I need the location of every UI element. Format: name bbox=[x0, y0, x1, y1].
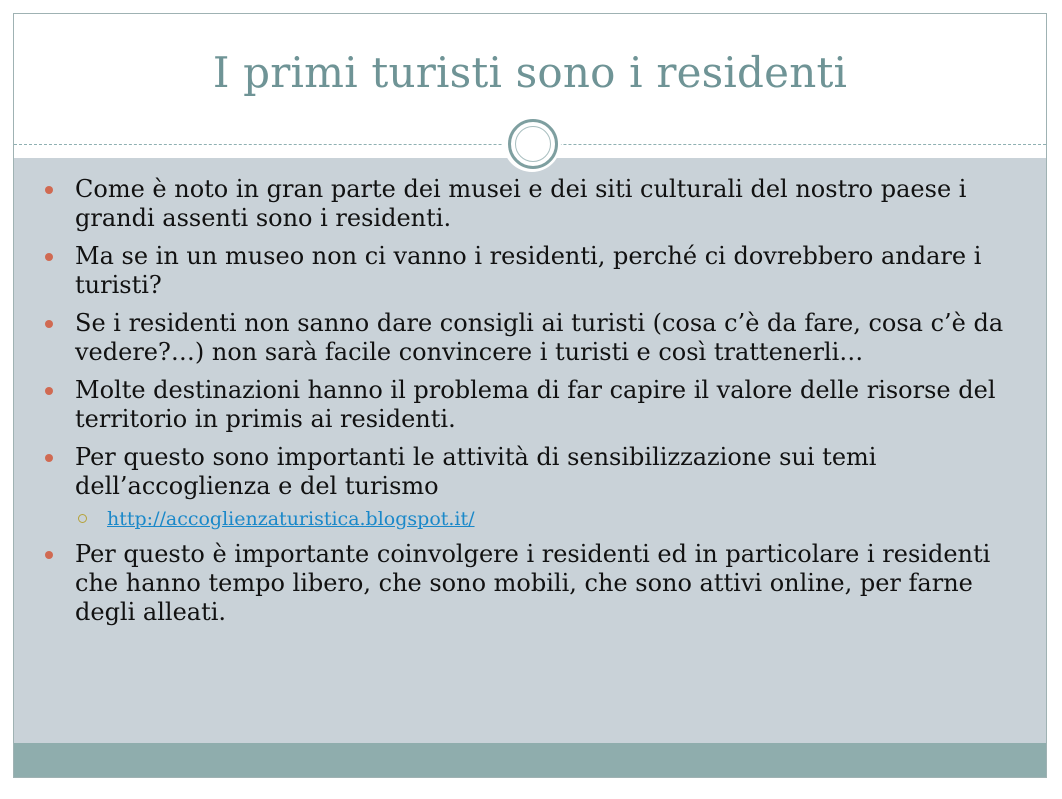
bullet-item bbox=[14, 309, 1024, 367]
bullet-text: Per questo sono importanti le attività di sensibilizzazione sui temi dell’accoglienza e del turismo bbox=[75, 443, 877, 500]
bullet-text: Per questo è importante coinvolgere i residenti ed in particolare i residenti che hanno tempo libero, che sono mobili, che sono attivi online, per farne degli alleati. bbox=[75, 540, 991, 626]
bullet-item bbox=[14, 443, 1024, 501]
filled-dot-icon bbox=[45, 320, 53, 328]
filled-dot-icon bbox=[45, 551, 53, 559]
filled-dot-icon bbox=[45, 454, 53, 462]
bullet-item bbox=[14, 242, 1024, 300]
sub-bullet-item bbox=[14, 506, 1024, 532]
filled-dot-icon bbox=[45, 253, 53, 261]
inner-ring bbox=[515, 126, 551, 162]
bullet-item bbox=[14, 540, 1024, 627]
slide-title: I primi turisti sono i residenti bbox=[212, 48, 848, 97]
bullet-text: Molte destinazioni hanno il problema di far capire il valore delle risorse del territorio in primis ai residenti. bbox=[75, 376, 996, 433]
bullet-item bbox=[14, 376, 1024, 434]
bullet-item bbox=[14, 175, 1024, 233]
bullet-text: Come è noto in gran parte dei musei e dei siti culturali del nostro paese i grandi assenti sono i residenti. bbox=[75, 175, 967, 232]
hollow-circle-icon bbox=[78, 514, 87, 523]
blog-link[interactable]: http://accoglienzaturistica.blogspot.it/ bbox=[107, 508, 475, 530]
filled-dot-icon bbox=[45, 387, 53, 395]
circle-ring-icon bbox=[508, 119, 558, 169]
slide bbox=[13, 13, 1047, 778]
bullet-text: Se i residenti non sanno dare consigli ai turisti (cosa c’è da fare, cosa c’è da vedere?…) non sarà facile convincere i turisti e così trattenerli… bbox=[75, 309, 1004, 366]
filled-dot-icon bbox=[45, 186, 53, 194]
bullet-text: Ma se in un museo non ci vanno i residenti, perché ci dovrebbero andare i turisti? bbox=[75, 242, 982, 299]
footer-band bbox=[14, 743, 1046, 778]
bullet-list bbox=[14, 175, 1024, 636]
